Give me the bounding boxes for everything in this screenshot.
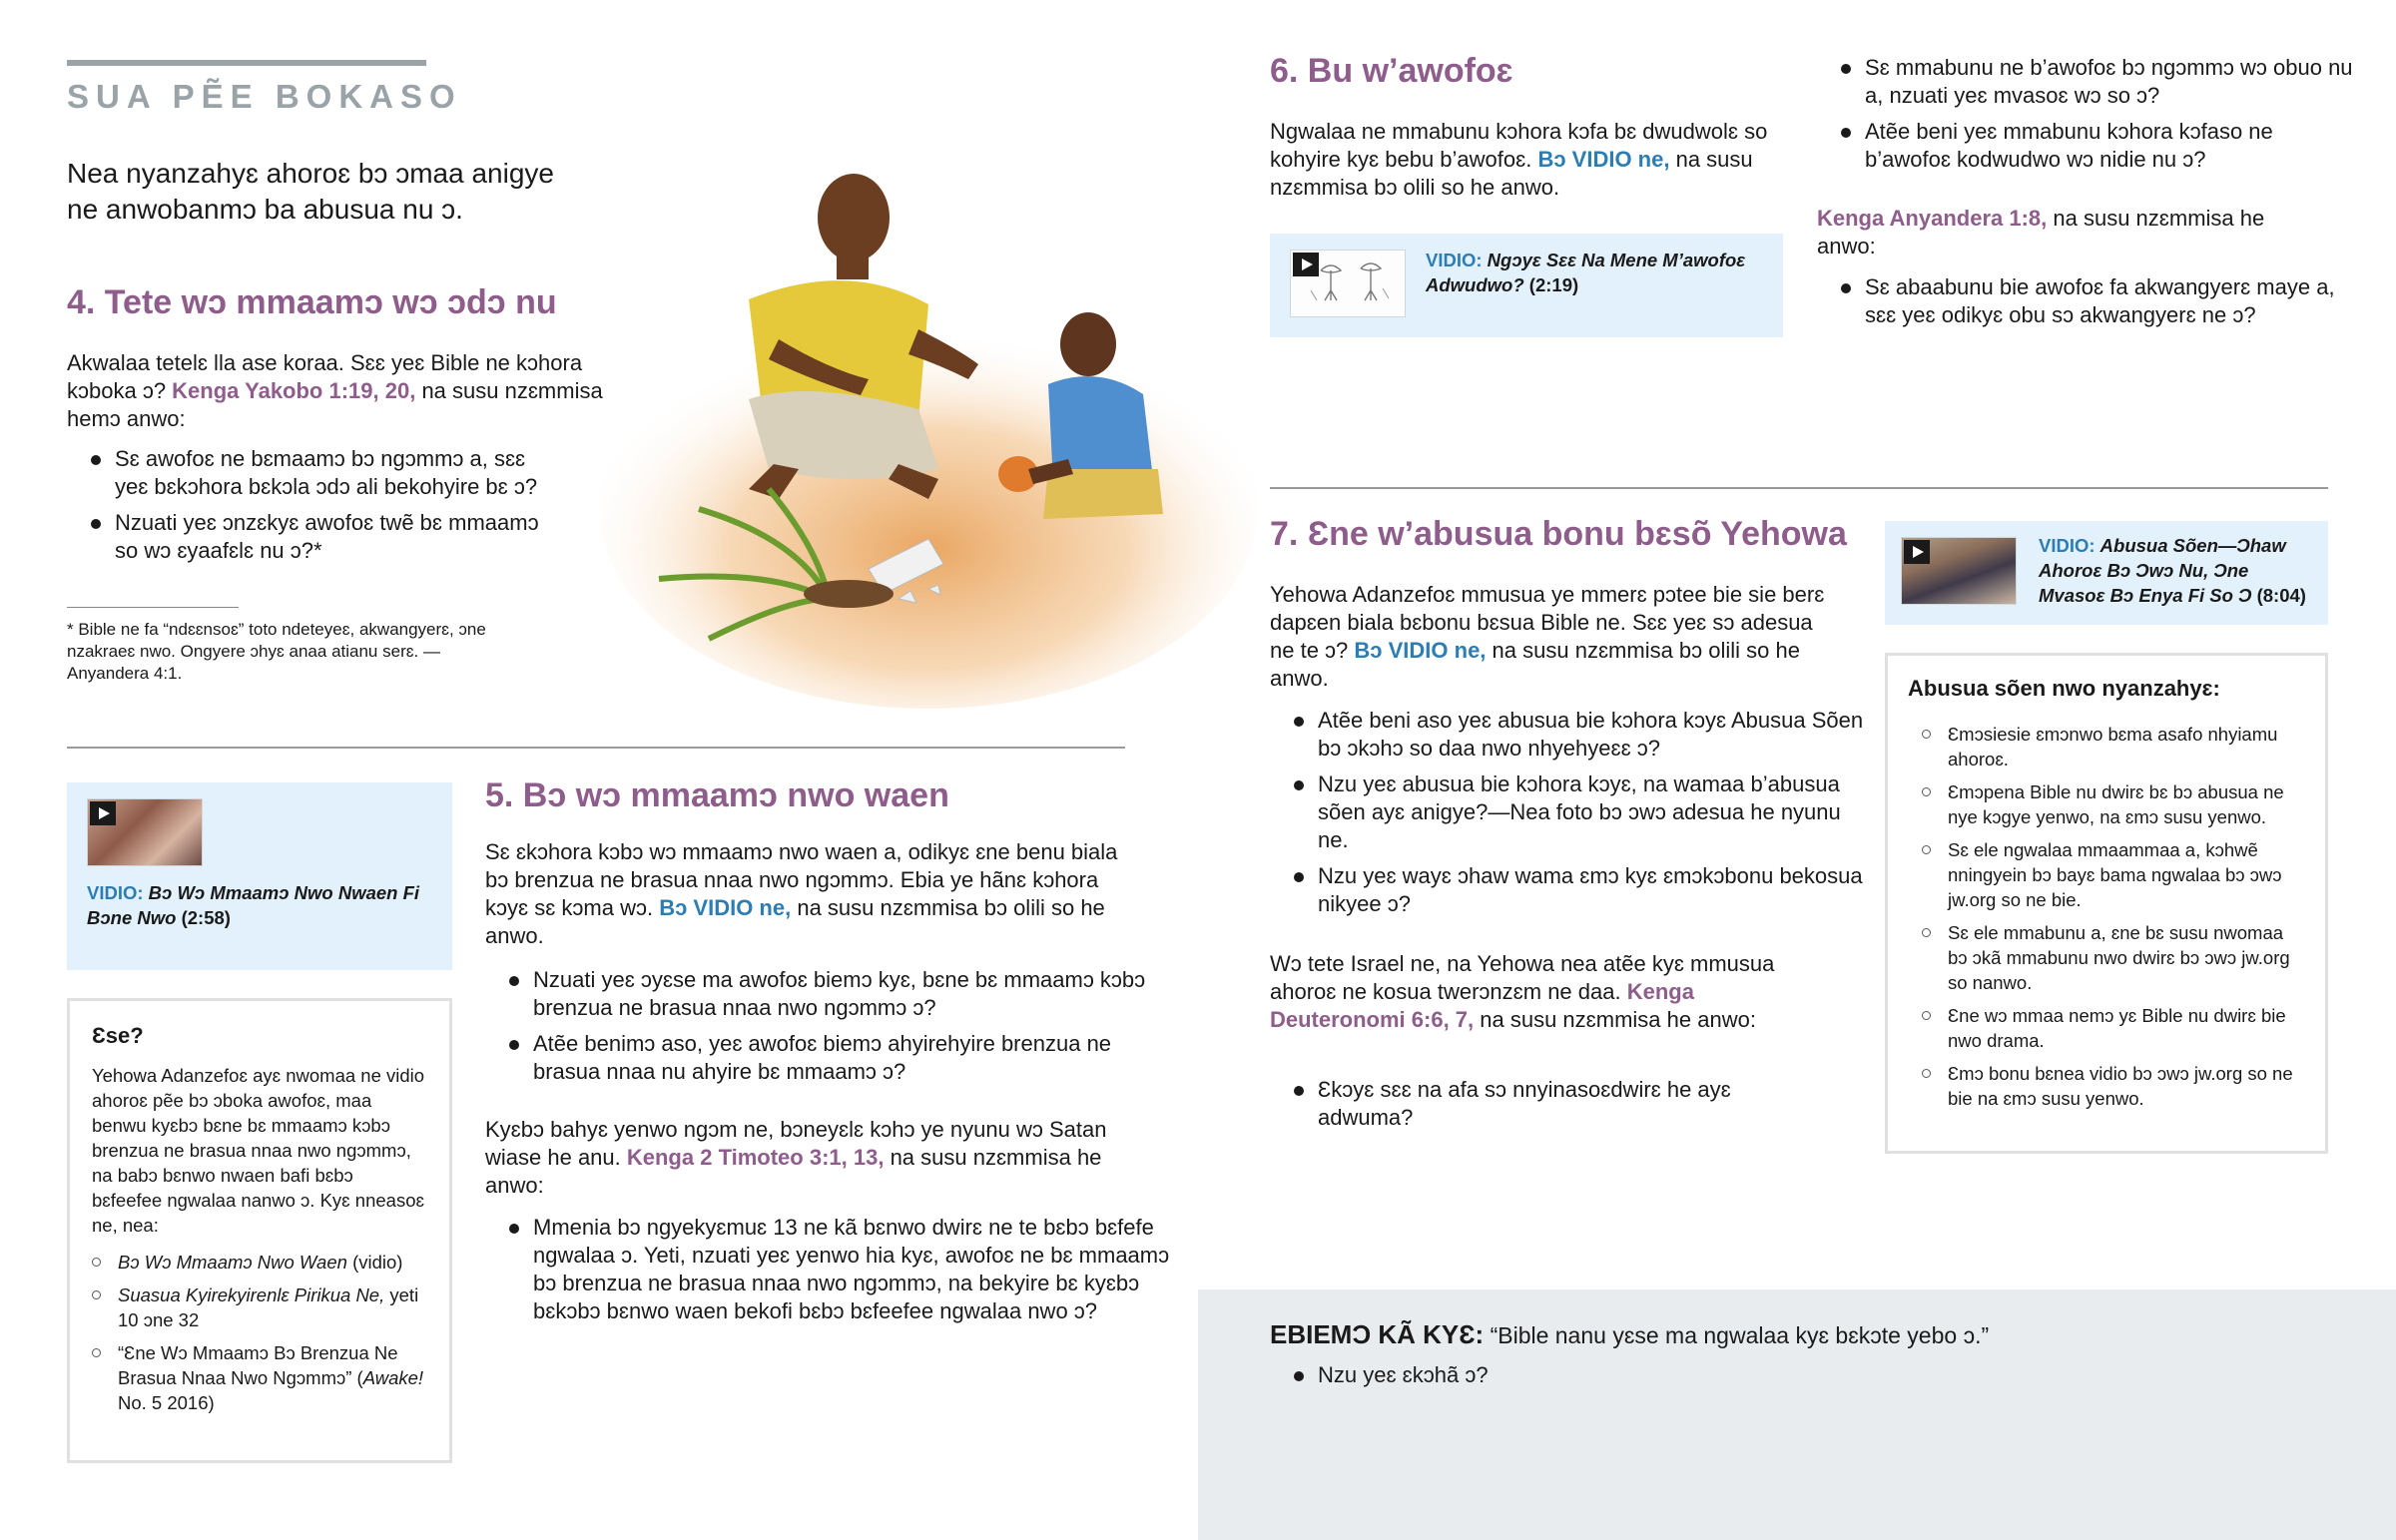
section-5-para-text: Sɛ ɛkɔhora kɔbɔ wɔ mmaamɔ nwo waen a, odikyɛ ɛne benu biala bɔ brenzua ne brasua nnaa nwo ngɔmmɔ. Ebia ye hãnɛ kɔhora kɔyɛ sɛ kɔma wɔ. xyxy=(485,839,1118,920)
resource-list xyxy=(92,1250,427,1415)
section-7-para2-tail: na susu nzɛmmisa he anwo: xyxy=(1474,1007,1756,1032)
footnote-rule xyxy=(67,607,239,608)
summary-label: EBIEMƆ KÃ KYƐ: xyxy=(1270,1319,1485,1349)
section-6-paragraph-2 xyxy=(1817,205,2316,260)
tip-item: Ɛmɔ bonu bɛnea vidio bɔ ɔwɔ jw.org so ne bie na ɛmɔ susu yenwo. xyxy=(1948,1061,2305,1111)
question-item: Mmenia bɔ ngyekyɛmuɛ 13 ne kã bɛnwo dwirɛ ne te bɛbɔ bɛfefe ngwalaa ɔ. Yeti, nzuati yeɛ yenwo hia kyɛ, awofoɛ ne bɛ mmaamɔ bɔ brenzua ne brasua nnaa nwo ngɔmmɔ, na bekyire bɛ kyɛbɔ bɛkɔbɔ bɛnwo waen bekofi bɛbɔ bɛfeefee ngwalaa nwo ɔ? xyxy=(533,1214,1172,1325)
question-item: Nzu yeɛ wayɛ ɔhaw wama ɛmɔ kyɛ ɛmɔkɔbonu bekosua nikyee ɔ? xyxy=(1318,862,1877,918)
video-link-section-6[interactable]: Bɔ VIDIO ne, xyxy=(1537,147,1670,172)
video-title: Bɔ Wɔ Mmaamɔ Nwo Nwaen Fi Bɔne Nwo xyxy=(87,882,420,928)
play-icon[interactable] xyxy=(90,801,116,825)
question-item: Nzuati yeɛ ɔyɛse ma awofoɛ biemɔ kyɛ, bɛne bɛ mmaamɔ kɔbɔ brenzua ne brasua nnaa nwo ngɔmmɔ ɔ? xyxy=(533,966,1172,1022)
section-6-questions-2 xyxy=(1817,273,2364,337)
section-6-para-text: Ngwalaa ne mmabunu kɔhora kɔfa bɛ dwudwolɛ so kohyire kyɛ bebu b’awofoɛ. xyxy=(1270,119,1768,172)
resource-title: Bɔ Wɔ Mmaamɔ Nwo Waen xyxy=(118,1252,347,1273)
summary-statement xyxy=(1270,1319,2348,1350)
question-item: Sɛ mmabunu ne b’awofoɛ bɔ ngɔmmɔ wɔ obuo nu a, nzuati yeɛ mvasoɛ wɔ so ɔ? xyxy=(1865,54,2364,110)
resource-title: “Ɛne Wɔ Mmaamɔ Bɔ Brenzua Ne Brasua Nnaa Nwo Ngɔmmɔ” ( xyxy=(118,1342,398,1388)
section-5-questions-1 xyxy=(485,966,1172,1094)
section-7-para-tail: na susu nzɛmmisa bɔ olili so he anwo. xyxy=(1270,638,1800,691)
question-item: Sɛ abaabunu bie awofoɛ fa akwangyerɛ maye a, sɛɛ yeɛ odikyɛ obu sɔ akwangyerɛ ne ɔ? xyxy=(1865,273,2364,329)
divider-right-middle xyxy=(1270,487,2328,489)
video-link-section-5[interactable]: Bɔ VIDIO ne, xyxy=(659,895,792,920)
resource-item xyxy=(118,1283,427,1332)
intro-text: Nea nyanzahyɛ ahoroɛ bɔ ɔmaa anigye ne anwobanmɔ ba abusua nu ɔ. xyxy=(67,158,554,225)
tip-item: Sɛ ele ngwalaa mmaammaa a, kɔhwẽ nningyein bɔ bayɛ bama ngwalaa bɔ ɔwɔ jw.org so ne bie. xyxy=(1948,837,2305,912)
resource-magazine: Awake! xyxy=(362,1367,424,1388)
summary-questions xyxy=(1270,1361,2316,1397)
video-duration: (2:19) xyxy=(1528,274,1579,295)
resource-item xyxy=(118,1340,427,1415)
play-icon[interactable] xyxy=(1904,540,1930,564)
info-box-ese xyxy=(67,998,452,1463)
resource-note: No. 5 2016) xyxy=(118,1392,215,1413)
father-son-illustration xyxy=(599,170,1258,709)
section-5-paragraph-2 xyxy=(485,1116,1124,1200)
resource-title: Suasua Kyirekyirenlɛ Pirikua Ne, xyxy=(118,1284,385,1305)
section-6-title: 6. Bu w’awofoɛ xyxy=(1270,52,1513,90)
section-5-para2-text: Kyɛbɔ bahyɛ yenwo ngɔm ne, bɔneyɛlɛ kɔhɔ ye nyunu wɔ Satan wiase he anu. xyxy=(485,1117,1107,1170)
section-5-para-tail: na susu nzɛmmisa bɔ olili so he anwo. xyxy=(485,895,1105,948)
video-card-family-worship[interactable] xyxy=(1885,521,2328,625)
section-4-paragraph xyxy=(67,349,626,433)
video-label: VIDIO: xyxy=(1426,250,1483,270)
divider-left-middle xyxy=(67,747,1125,749)
section-4-para-text: Akwalaa tetelɛ lla ase koraa. Sɛɛ yeɛ Bible ne kɔhora kɔboka ɔ? xyxy=(67,350,583,403)
section-7-questions-2 xyxy=(1270,1076,1817,1140)
question-item: Nzu yeɛ abusua bie kɔhora kɔyɛ, na wamaa b’abusua sõen ayɛ anigye?—Nea foto bɔ ɔwɔ adesua he nyunu ne. xyxy=(1318,770,1877,854)
section-4-title: 4. Tete wɔ mmaamɔ wɔ ɔdɔ nu xyxy=(67,283,557,321)
section-4-para-tail: na susu nzɛmmisa hemɔ anwo: xyxy=(67,378,603,431)
video-thumbnail[interactable] xyxy=(1901,537,2017,605)
info-box-body: Yehowa Adanzefoɛ ayɛ nwomaa ne vidio ahoroɛ pẽe bɔ ɔboka awofoɛ, maa benwu kyɛbɔ bɛne bɛ mmaamɔ kɔbɔ brenzua ne brasua nnaa nwo ngɔmmɔ, na babɔ bɛnwo nwaen bafi bɛbɔ bɛfeefee ngwalaa nanwo ɔ. Kyɛ nneasoɛ ne, nea: xyxy=(92,1065,425,1236)
section-7-paragraph xyxy=(1270,581,1829,693)
summary-quote: “Bible nanu yɛse ma ngwalaa kyɛ bɛkɔte yebo ɔ.” xyxy=(1484,1322,1990,1348)
resource-note: (vidio) xyxy=(346,1252,403,1273)
section-4-questions xyxy=(67,445,564,573)
section-6-para-tail: na susu nzɛmmisa bɔ olili so he anwo. xyxy=(1270,147,1753,200)
video-caption xyxy=(2039,533,2318,608)
info-box-title: Abusua sõen nwo nyanzahyɛ: xyxy=(1908,676,2220,701)
question-item: Atẽe benimɔ aso, yeɛ awofoɛ biemɔ ahyirehyire brenzua ne brasua nnaa nu ahyire bɛ mmaamɔ ɔ? xyxy=(533,1030,1172,1086)
question-item: Ɛkɔyɛ sɛɛ na afa sɔ nnyinasoɛdwirɛ he ayɛ adwuma? xyxy=(1318,1076,1817,1132)
video-caption xyxy=(1426,248,1765,297)
video-caption xyxy=(87,880,436,930)
video-duration: (8:04) xyxy=(2256,585,2306,606)
section-7-para-text: Yehowa Adanzefoɛ mmusua ye mmerɛ pɔtee bie sie berɛ dapɛen biala bɛbonu bɛsua Bible ne. Sɛɛ yeɛ sɔ adesua ne te ɔ? xyxy=(1270,582,1825,663)
video-title: Abusua Sõen—Ɔhaw Ahoroɛ Bɔ Ɔwɔ Nu, Ɔne Mvasoɛ Bɔ Enya Fi So Ɔ xyxy=(2039,535,2286,606)
video-thumbnail[interactable] xyxy=(87,798,203,866)
video-thumbnail[interactable] xyxy=(1290,250,1406,317)
summary-panel xyxy=(1198,1289,2396,1540)
section-5-title: 5. Bɔ wɔ mmaamɔ nwo waen xyxy=(485,776,949,814)
section-7-title: 7. Ɛne w’abusua bonu bɛsõ Yehowa xyxy=(1270,515,1847,553)
question-item: Nzuati yeɛ ɔnzɛkyɛ awofoɛ twẽ bɛ mmaamɔ so wɔ ɛyaafɛlɛ nu ɔ?* xyxy=(115,509,564,565)
tip-item: Sɛ ele mmabunu a, ɛne bɛ susu nwomaa bɔ ɔkã mmabunu nwo dwirɛ bɔ ɔwɔ jw.org so nanwo. xyxy=(1948,920,2305,995)
play-icon[interactable] xyxy=(1293,253,1319,276)
resource-note: yeti 10 ɔne 32 xyxy=(118,1284,419,1330)
section-6-para2-tail: na susu nzɛmmisa he anwo: xyxy=(1817,206,2265,258)
video-duration: (2:58) xyxy=(181,907,231,928)
question-item: Nzu yeɛ ɛkɔhã ɔ? xyxy=(1318,1361,2316,1389)
tips-list xyxy=(1908,722,2305,1111)
section-6-paragraph xyxy=(1270,118,1769,202)
tip-item: Ɛmɔpena Bible nu dwirɛ bɛ bɔ abusua ne nye kɔgye yenwo, na ɛmɔ susu yenwo. xyxy=(1948,779,2305,829)
video-card-protect-children[interactable] xyxy=(67,782,452,970)
tip-item: Ɛne wɔ mmaa nemɔ yɛ Bible nu dwirɛ bie nwo drama. xyxy=(1948,1003,2305,1053)
question-item: Sɛ awofoɛ ne bɛmaamɔ bɔ ngɔmmɔ a, sɛɛ yeɛ bɛkɔhora bɛkɔla ɔdɔ ali bekohyire bɛ ɔ? xyxy=(115,445,564,501)
question-item: Atẽe beni yeɛ mmabunu kɔhora kɔfaso ne b’awofoɛ kodwudwo wɔ nidie nu ɔ? xyxy=(1865,118,2364,174)
video-label: VIDIO: xyxy=(87,882,144,903)
video-link-section-7[interactable]: Bɔ VIDIO ne, xyxy=(1354,638,1487,663)
section-5-para2-tail: na susu nzɛmmisa he anwo: xyxy=(485,1145,1102,1198)
scripture-ref-yakobo[interactable]: Kenga Yakobo 1:19, 20, xyxy=(172,378,416,403)
question-item: Atẽe beni aso yeɛ abusua bie kɔhora kɔyɛ Abusua Sõen bɔ ɔkɔhɔ so daa nwo nhyehyeɛɛ ɔ? xyxy=(1318,707,1877,763)
scripture-ref-anyandera[interactable]: Kenga Anyandera 1:8, xyxy=(1817,206,2048,231)
section-label-bar xyxy=(67,60,426,66)
section-5-questions-2 xyxy=(485,1214,1172,1333)
info-box-family-worship-tips xyxy=(1885,653,2328,1154)
section-7-questions-1 xyxy=(1270,707,1877,926)
section-6-questions-1 xyxy=(1817,54,2364,182)
footnote: * Bible ne fa “ndɛɛnsoɛ” toto ndeteyeɛ, akwangyerɛ, ɔne nzakraeɛ nwo. Ongyere ɔhyɛ anaa atianu serɛ. —Anyandera 4:1. xyxy=(67,620,486,683)
video-label: VIDIO: xyxy=(2039,535,2096,556)
resource-item xyxy=(118,1250,427,1275)
section-label: SUA PẼE BOKASO xyxy=(67,78,462,115)
section-7-para2-text: Wɔ tete Israel ne, na Yehowa nea atẽe kyɛ mmusua ahoroɛ ne kosua twerɔnzɛm ne daa. xyxy=(1270,951,1775,1004)
video-title: Ngɔyɛ Sɛɛ Na Mene M’awofoɛ Adwudwo? xyxy=(1426,250,1746,295)
info-box-title: Ɛse? xyxy=(92,1023,144,1048)
section-7-paragraph-2 xyxy=(1270,950,1789,1034)
video-card-honor-parents[interactable] xyxy=(1270,234,1783,337)
scripture-ref-deuteronomi[interactable]: Kenga Deuteronomi 6:6, 7, xyxy=(1270,979,1694,1032)
tip-item: Ɛmɔsiesie ɛmɔnwo bɛma asafo nhyiamu ahoroɛ. xyxy=(1948,722,2305,771)
section-5-paragraph xyxy=(485,838,1124,950)
scripture-ref-timoteo[interactable]: Kenga 2 Timoteo 3:1, 13, xyxy=(626,1145,885,1170)
